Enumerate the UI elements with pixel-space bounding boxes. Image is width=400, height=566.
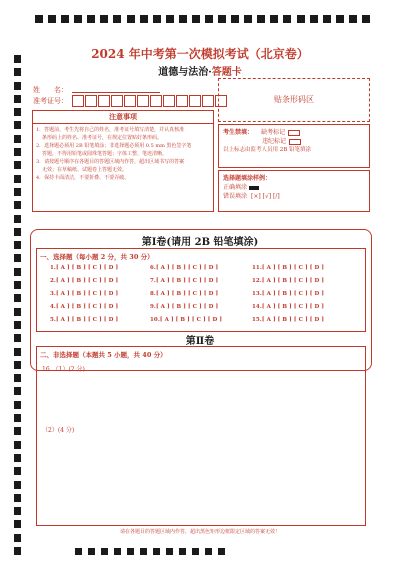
question-16-part2-answer-area[interactable] <box>40 437 360 517</box>
timing-marks-left <box>14 55 21 555</box>
part1-heading-prefix: 第Ⅰ卷 <box>141 237 167 248</box>
mcq-row[interactable]: 7.[ A ] [ B ] [ C ] [ D ] <box>150 278 219 284</box>
mcq-row[interactable]: 8.[ A ] [ B ] [ C ] [ D ] <box>150 291 219 297</box>
part1-heading-suffix: (请用 2B 铅笔填涂) <box>166 237 259 248</box>
timing-marks-bottom <box>75 548 275 555</box>
barcode-area <box>218 78 370 122</box>
mcq-row[interactable]: 14.[ A ] [ B ] [ C ] [ D ] <box>252 304 325 310</box>
mcq-row[interactable]: 5.[ A ] [ B ] [ C ] [ D ] <box>50 317 119 323</box>
mcq-row[interactable]: 12.[ A ] [ B ] [ C ] [ D ] <box>252 278 325 284</box>
mcq-row[interactable]: 11.[ A ] [ B ] [ C ] [ D ] <box>252 265 325 271</box>
wrong-fill-label: 错误填涂 <box>223 193 248 200</box>
page-subtitle <box>0 63 400 78</box>
mcq-row[interactable]: 10.[ A ] [ B ] [ C ] [ D ] <box>150 317 223 323</box>
correct-fill-sample <box>249 186 259 190</box>
mcq-row[interactable]: 2.[ A ] [ B ] [ C ] [ D ] <box>50 278 119 284</box>
fill-sample-box <box>218 170 370 212</box>
mcq-row[interactable]: 15.[ A ] [ B ] [ C ] [ D ] <box>252 317 325 323</box>
exam-mark-label: 考生禁填： <box>223 129 254 136</box>
subject-label: 道德与法治· <box>158 67 212 78</box>
question-16-part2: （2）(4 分) <box>42 427 75 434</box>
violation-checkbox[interactable] <box>289 139 301 145</box>
mcq-row[interactable]: 1.[ A ] [ B ] [ C ] [ D ] <box>50 265 119 271</box>
footer-warning: 请在各题目的答题区域内作答，超出黑色矩形边框限定区域的答案无效！ <box>119 529 280 535</box>
page-title: 2024 年中考第一次模拟考试（北京卷） <box>91 47 309 61</box>
note-line: 1．答题前，考生先将自己的姓名，准考证号填写清楚，并认真核准 <box>36 127 185 133</box>
card-label: 答题卡 <box>211 67 242 78</box>
exam-mark-box <box>218 124 370 168</box>
nonmcq-section-title: 二、非选择题（本题共 5 小题，共 40 分） <box>40 351 167 359</box>
part1-heading <box>30 233 370 248</box>
correct-fill-label: 正确填涂 <box>223 184 248 191</box>
exam-mark-instruction: 以上标志由监考人员用 2B 铅笔填涂 <box>223 147 312 153</box>
note-line: 3．请按题号顺序在各题目的答题区域内作答，超出区域书写的答案 <box>36 159 185 165</box>
absent-checkbox[interactable] <box>288 130 300 136</box>
barcode-area-label: 贴条形码区 <box>274 95 314 104</box>
note-line: 无效；在草稿纸、试题卷上答题无效。 <box>42 167 128 173</box>
mcq-row[interactable]: 9.[ A ] [ B ] [ C ] [ D ] <box>150 304 219 310</box>
note-line: 2．选择题必须用 2B 铅笔填涂；非选择题必须用 0.5 mm 黑色签字笔 <box>36 143 192 149</box>
exam-no-boxes[interactable] <box>72 95 228 107</box>
name-field[interactable] <box>72 92 160 93</box>
part2-heading: 第Ⅱ卷 <box>185 336 215 347</box>
violation-label: 违纪标记 <box>262 138 287 145</box>
mcq-row[interactable]: 3.[ A ] [ B ] [ C ] [ D ] <box>50 291 119 297</box>
name-label: 姓 名： <box>33 86 68 94</box>
notes-box <box>32 110 214 212</box>
mcq-row[interactable]: 6.[ A ] [ B ] [ C ] [ D ] <box>150 265 219 271</box>
absent-label: 缺考标记 <box>261 129 286 136</box>
mcq-row[interactable]: 13.[ A ] [ B ] [ C ] [ D ] <box>252 291 325 297</box>
wrong-fill-samples: [×] [√] [/] <box>251 193 280 200</box>
fill-sample-title: 选择题填涂样例： <box>223 175 272 182</box>
note-line: 答题，不得用铅笔或圆珠笔答题；字体工整、笔迹清晰。 <box>42 151 168 157</box>
note-line: 条形码上的姓名、准考证号，在规定位置贴好条形码。 <box>42 135 163 141</box>
question-16-part1: 16．（1）(2 分) <box>42 366 85 373</box>
mcq-row[interactable]: 4.[ A ] [ B ] [ C ] [ D ] <box>50 304 119 310</box>
notes-title: 注意事项 <box>33 111 213 124</box>
question-16-part1-answer-area[interactable] <box>40 376 360 421</box>
note-line: 4．保持卡面清洁，不要折叠、不要弄破。 <box>36 175 130 181</box>
exam-no-label: 准考证号： <box>33 97 68 105</box>
mcq-section-title: 一、选择题（每小题 2 分，共 30 分） <box>40 253 154 261</box>
timing-marks-top <box>35 15 370 23</box>
